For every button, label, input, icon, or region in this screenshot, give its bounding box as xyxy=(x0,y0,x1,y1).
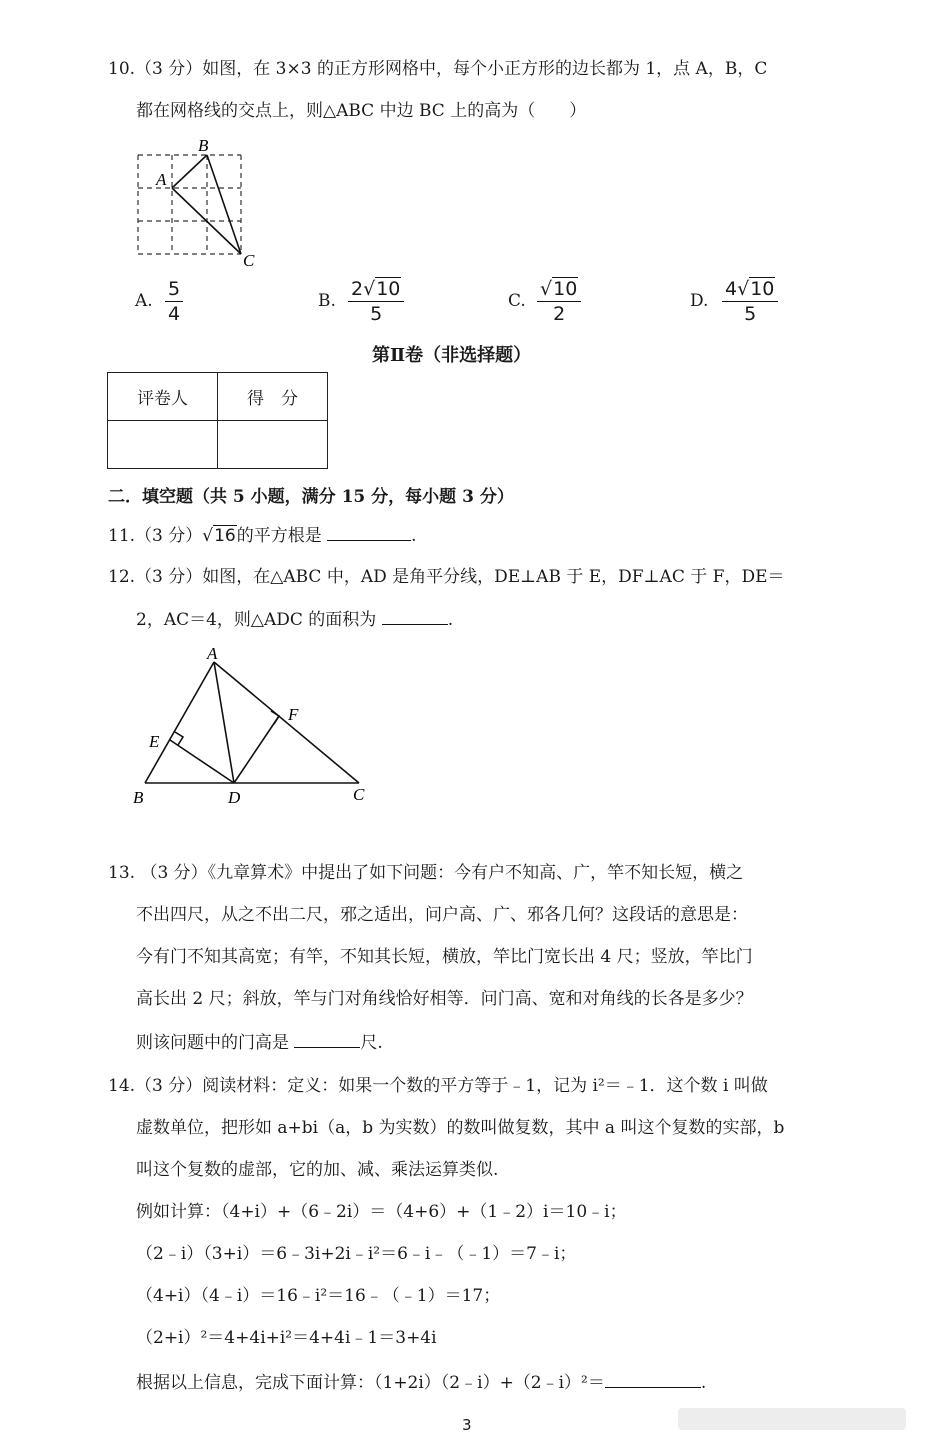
q10-line2: 都在网格线的交点上，则△ABC 中边 BC 上的高为（ ） xyxy=(136,101,587,121)
q13-line5: 则该问题中的门高是 尺. xyxy=(136,1033,383,1053)
score-table-grader-cell xyxy=(108,421,218,469)
q12-label-f: F xyxy=(288,705,299,724)
option-b-fraction: $\frac{2√10}{5}$ xyxy=(348,278,404,325)
score-table xyxy=(107,372,328,469)
q14-answer-blank[interactable] xyxy=(605,1371,701,1388)
q14-example2: （2﹣i）（3+i）＝6﹣3i+2i﹣i²＝6﹣i﹣（﹣1）＝7﹣i； xyxy=(136,1244,577,1264)
q12-label-e: E xyxy=(149,732,160,751)
q13-answer-blank[interactable] xyxy=(294,1031,360,1048)
q14-example4: （2+i）²＝4+4i+i²＝4+4i﹣1＝3+4i xyxy=(136,1328,437,1348)
option-a-letter: A. xyxy=(135,291,153,311)
q14-example1: 例如计算：（4+i）+（6﹣2i）＝（4+6）+（1﹣2）i＝10﹣i； xyxy=(136,1202,627,1222)
q14-line1: 14.（3 分）阅读材料：定义：如果一个数的平方等于﹣1，记为 i²＝﹣1．这个数 i 叫做 xyxy=(108,1076,768,1096)
q12-label-b: B xyxy=(133,788,144,807)
option-d-letter: D. xyxy=(690,291,709,311)
page-number: 3 xyxy=(462,1416,472,1434)
part2-title: 第Ⅱ卷（非选择题） xyxy=(372,345,532,366)
q12-line1: 12.（3 分）如图，在△ABC 中，AD 是角平分线，DE⊥AB 于 E，DF⊥AC 于 F，DE＝ xyxy=(108,567,785,587)
option-d-fraction: $\frac{4√10}{5}$ xyxy=(722,278,778,325)
q10-label-b: B xyxy=(198,136,209,155)
q14-line3: 叫这个复数的虚部，它的加、减、乘法运算类似. xyxy=(136,1160,499,1180)
q10-label-a: A xyxy=(156,170,167,189)
option-a-fraction: $\frac{5}{4}$ xyxy=(165,278,183,325)
watermark-bar xyxy=(678,1408,906,1430)
q12-line2: 2，AC＝4，则△ADC 的面积为 . xyxy=(136,610,454,630)
option-b-letter: B. xyxy=(318,291,336,311)
q14-line-final: 根据以上信息，完成下面计算：（1+2i）（2﹣i）+（2﹣i）²＝ . xyxy=(136,1373,707,1393)
q10-label-c: C xyxy=(243,251,255,270)
q11-line: 11.（3 分）√16的平方根是 . xyxy=(108,526,417,546)
score-table-grader-header: 评卷人 xyxy=(108,373,218,421)
q13-line4: 高长出 2 尺；斜放，竿与门对角线恰好相等．问门高、宽和对角线的长各是多少？ xyxy=(136,989,753,1009)
q13-line1: 13. （3 分）《九章算术》中提出了如下问题：今有户不知高、广，竿不知长短，横之 xyxy=(108,863,744,883)
section2-title: 二．填空题（共 5 小题，满分 15 分，每小题 3 分） xyxy=(108,487,514,507)
q11-answer-blank[interactable] xyxy=(327,524,411,541)
q12-label-c: C xyxy=(353,785,365,804)
option-c-letter: C. xyxy=(508,291,526,311)
q14-example3: （4+i）（4﹣i）＝16﹣i²＝16﹣（﹣1）＝17； xyxy=(136,1286,501,1306)
q14-line2: 虚数单位，把形如 a+bi（a，b 为实数）的数叫做复数，其中 a 叫这个复数的实部，b xyxy=(136,1118,785,1138)
q10-line1: 10.（3 分）如图，在 3×3 的正方形网格中，每个小正方形的边长都为 1，点 A，B，C xyxy=(108,59,768,79)
score-table-score-cell xyxy=(218,421,328,469)
q13-line2: 不出四尺，从之不出二尺，邪之适出，问户高、广、邪各几何？这段话的意思是： xyxy=(136,905,748,925)
q12-answer-blank[interactable] xyxy=(382,608,448,625)
q13-line3: 今有门不知其高宽；有竿，不知其长短，横放，竿比门宽长出 4 尺；竖放，竿比门 xyxy=(136,947,753,967)
q12-triangle-figure xyxy=(128,640,378,810)
option-c-fraction: $\frac{√10}{2}$ xyxy=(537,278,581,325)
q12-label-d: D xyxy=(228,788,241,807)
q10-grid-figure xyxy=(128,135,268,270)
q12-label-a: A xyxy=(207,644,218,663)
score-table-score-header: 得 分 xyxy=(218,373,328,421)
